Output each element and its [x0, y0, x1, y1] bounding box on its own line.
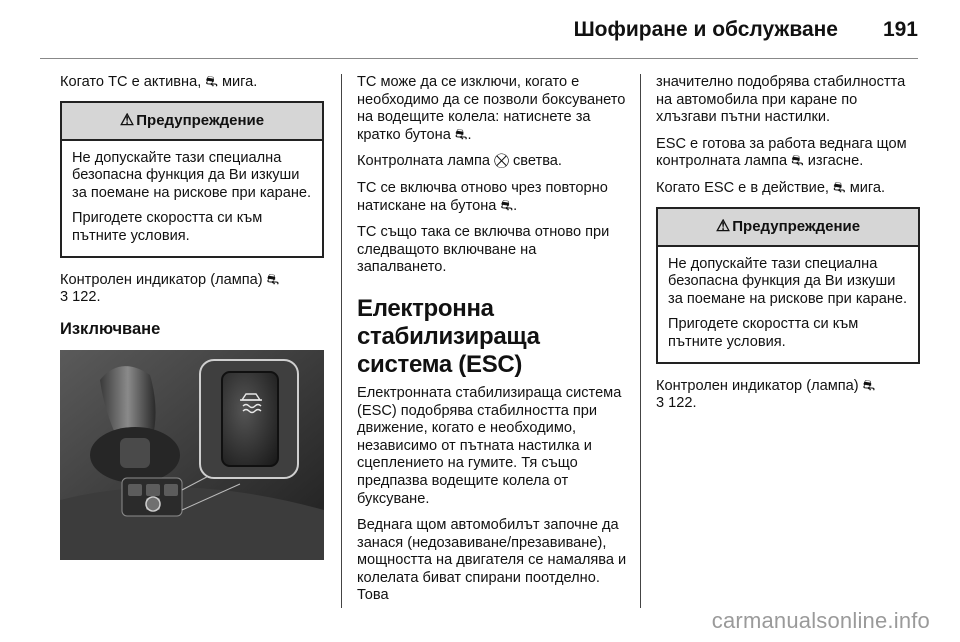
tc-ignition-text: TC също така се включва отново при следващото включване на запалването. — [357, 224, 610, 276]
indicator-text: Контролен индикатор (лампа) ⛐ — [60, 271, 280, 288]
warning-title: Предупреждение — [732, 217, 861, 235]
intro-text: Когато TC е активна, ⛐ мига. — [60, 74, 258, 90]
warning-box-1 — [60, 101, 324, 258]
header-title: Шофиране и обслужване — [573, 18, 838, 41]
page-number: 191 — [882, 18, 918, 41]
esc-active-text: Когато ESC е в действие, ⛐ мига. — [656, 179, 886, 196]
column-2 — [357, 74, 627, 614]
warning-body — [62, 141, 322, 256]
warning-text-1: Не допускайте тази специална безопасна функция да Ви изкуши за поемане на рискове при каране. — [72, 149, 312, 201]
warning-text-2: Пригодете скоростта си към пътните условия. — [668, 316, 859, 350]
tc-off-text: TC може да се изключи, когато е необходимо да се позволи боксуването на водещите колела: натиснете за кратко бутона ⛐. — [357, 74, 626, 143]
page-header — [0, 0, 960, 60]
header-rule — [40, 58, 918, 59]
warning-header — [62, 103, 322, 141]
watermark: carmanualsonline.info — [711, 608, 930, 633]
warning-title: Предупреждение — [136, 111, 265, 129]
esc-action-text: Веднага щом автомобилът започне да занася (недозавиване/презавиване), мощността на двигателя се намалява и колелата биват спирани поотделно. Това — [357, 517, 627, 604]
warning-triangle-icon: ⚠ — [715, 217, 731, 235]
section-heading-esc: Електронна стабилизираща система (ESC) — [357, 294, 540, 378]
column-separator-2 — [640, 74, 641, 608]
warning-triangle-icon: ⚠ — [119, 111, 135, 129]
warning-text-2: Пригодете скоростта си към пътните условия. — [72, 210, 263, 244]
esc-description: Електронната стабилизираща система (ESC) подобрява стабилността при движение, когато е необходимо, независимо от пътната настилка и сцеплението на гумите. Тя също предпазва водещите колела от буксуване. — [357, 384, 622, 507]
column-1 — [60, 74, 324, 560]
esc-ready-text: ESC е готова за работа веднага щом контролната лампа ⛐ изгасне. — [656, 135, 907, 170]
page-reference: 3 122. — [60, 289, 101, 306]
tc-button-photo — [60, 350, 324, 560]
console-illustration — [60, 350, 324, 560]
indicator-text: Контролен индикатор (лампа) ⛐ — [656, 377, 876, 394]
warning-text-1: Не допускайте тази специална безопасна функция да Ви изкуши за поемане на рискове при каране. — [668, 255, 908, 307]
column-3 — [656, 74, 920, 422]
tc-reactivate-text: TC се включва отново чрез повторно натискане на бутона ⛐. — [357, 179, 608, 214]
warning-body — [658, 247, 918, 362]
warning-header — [658, 209, 918, 247]
lamp-on-text: Контролната лампа ⛒ светва. — [357, 153, 562, 170]
warning-box-2 — [656, 207, 920, 364]
esc-continued-text: значително подобрява стабилността на автомобила при каране по хлъзгави пътни настилки. — [656, 74, 906, 126]
column-separator-1 — [341, 74, 342, 608]
section-heading-switch-off: Изключване — [60, 319, 161, 338]
page-reference: 3 122. — [656, 395, 697, 412]
